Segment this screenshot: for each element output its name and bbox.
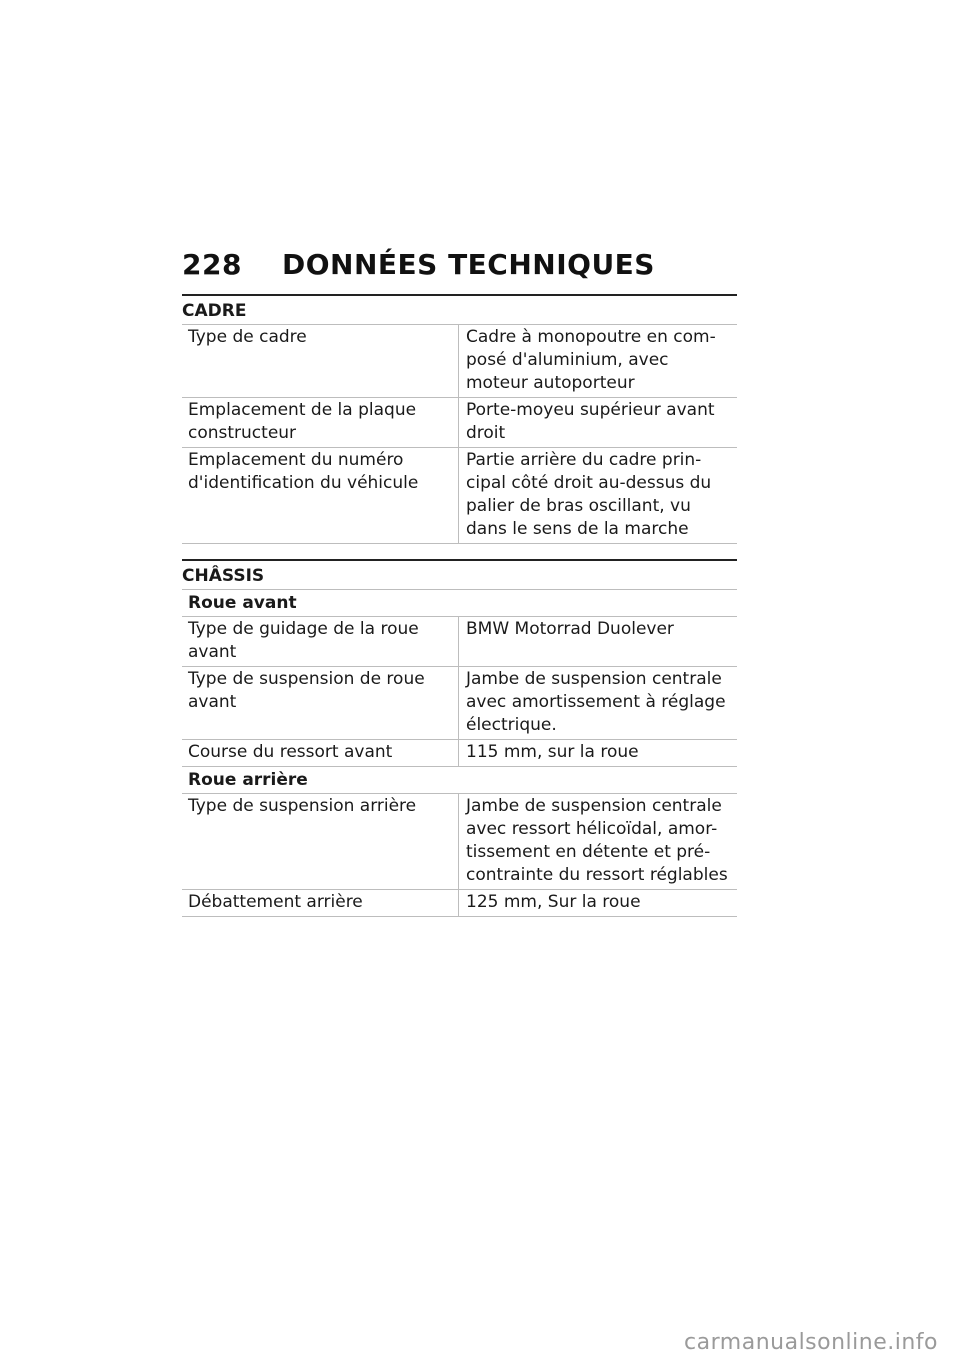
table-row: [182, 617, 737, 667]
page-number: 228: [182, 247, 242, 281]
spec-value: 115 mm, sur la roue: [466, 742, 639, 762]
subheading-rear-wheel: Roue arrière: [182, 767, 737, 794]
section-title-chassis: CHÂSSIS: [182, 559, 737, 590]
table-row: [182, 325, 737, 398]
table-row: [182, 398, 737, 448]
spec-label: Type de cadre: [182, 325, 459, 397]
spec-label: Course du ressort avant: [182, 740, 459, 766]
spec-label: Type de suspension arrière: [182, 794, 459, 889]
spec-label: Type de guidage de la roue avant: [182, 617, 459, 666]
spec-label: Emplacement de la plaque constructeur: [182, 398, 459, 447]
spec-value: Porte-moyeu supérieur avant droit: [466, 400, 715, 443]
spec-label: Emplacement du numéro d'identification du véhicule: [182, 448, 459, 543]
spec-value: Jambe de suspension centrale avec amortissement à réglage électrique.: [466, 669, 726, 735]
section-cadre: [182, 294, 737, 544]
section-title-cadre: CADRE: [182, 294, 737, 325]
table-row: [182, 667, 737, 740]
spec-value: Cadre à monopoutre en com-posé d'aluminium, avec moteur autoporteur: [466, 327, 716, 393]
spec-label: Type de suspension de roue avant: [182, 667, 459, 739]
watermark-text: carmanualsonline.info: [684, 1330, 938, 1355]
page-title: DONNÉES TECHNIQUES: [282, 247, 655, 281]
spec-value: Jambe de suspension centrale avec ressort hélicoïdal, amor-tissement en détente et pré-contrainte du ressort réglables: [466, 796, 728, 885]
table-row: [182, 890, 737, 917]
table-row: [182, 740, 737, 767]
spec-value: 125 mm, Sur la roue: [466, 892, 641, 912]
spec-value: Partie arrière du cadre prin-cipal côté droit au-dessus du palier de bras oscillant, vu dans le sens de la marche: [466, 450, 712, 539]
section-chassis: [182, 559, 737, 917]
table-row: [182, 794, 737, 890]
page-heading: [182, 244, 742, 284]
spec-value: BMW Motorrad Duolever: [466, 619, 674, 639]
spec-label: Débattement arrière: [182, 890, 459, 916]
subheading-front-wheel: Roue avant: [182, 590, 737, 617]
table-row: [182, 448, 737, 544]
